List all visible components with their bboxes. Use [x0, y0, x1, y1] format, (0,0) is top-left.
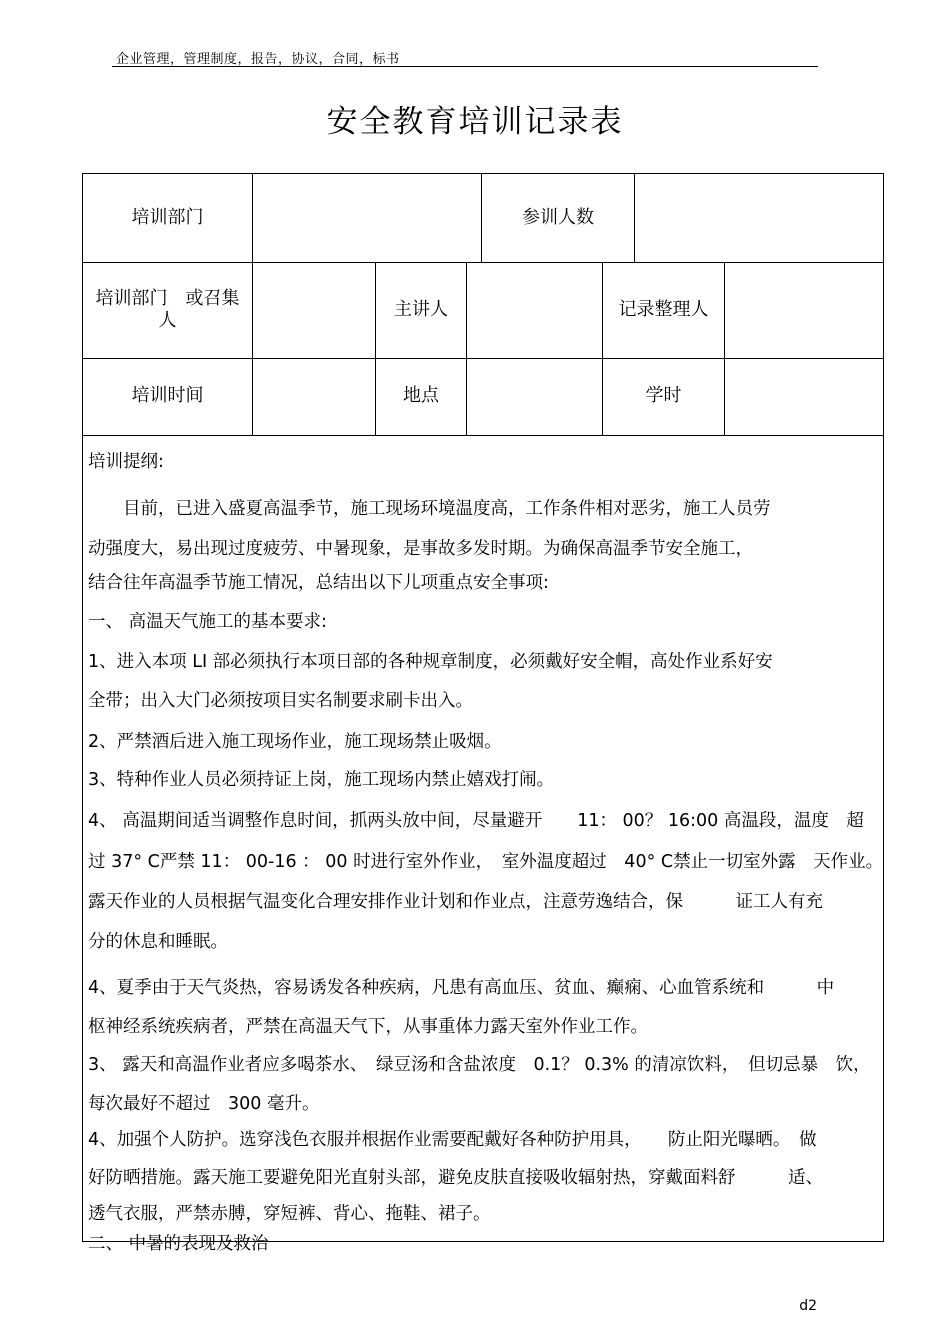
outline-line: 枢神经系统疾病者，严禁在高温天气下，从事重体力露天室外作业工作。: [88, 1017, 648, 1037]
training-dept-value[interactable]: [253, 174, 481, 262]
outline-line: 3、特种作业人员必须持证上岗，施工现场内禁止嬉戏打闹。: [88, 770, 555, 790]
outline-line: 4、夏季由于天气炎热，容易诱发各种疾病，凡患有高血压、贫血、癫痫、心血管系统和 中: [88, 978, 835, 998]
training-time-label: 培训时间: [131, 385, 204, 407]
outline-line: 结合往年高温季节施工情况，总结出以下儿项重点安全事项:: [88, 573, 549, 593]
place-label: 地点: [403, 385, 439, 407]
training-time-value[interactable]: [253, 358, 375, 435]
hours-label: 学时: [645, 385, 682, 407]
participant-count-value[interactable]: [635, 174, 883, 262]
recorder-label: 记录整理人: [618, 298, 709, 320]
header-rule: [112, 66, 818, 67]
outline-line: 全带；出入大门必须按项目实名制要求刷卡出入。: [88, 691, 473, 711]
outline-line: 露天作业的人员根据气温变化合理安排作业计划和作业点，注意劳逸结合，保 证工人有充: [88, 892, 823, 912]
outline-line: 二、 中暑的表现及救治: [88, 1234, 269, 1254]
outline-line: 每次最好不超过 300 毫升。: [88, 1094, 320, 1114]
organizer-value[interactable]: [253, 262, 375, 358]
hours-value[interactable]: [725, 358, 883, 435]
outline-line: 动强度大，易出现过度疲劳、中暑现象，是事故多发时期。为确保高温季节安全施工，: [88, 539, 753, 559]
page-number: d2: [799, 1298, 817, 1314]
outline-line: 4、 高温期间适当调整作息时间，抓两头放中间，尽量避开 11： 00？ 16:00 高温段，温度 超: [88, 811, 864, 831]
outline-line: 一、 高温天气施工的基本要求:: [88, 612, 327, 632]
speaker-label: 主讲人: [394, 298, 448, 320]
organizer-label-line1: 培训部门 或召集: [95, 287, 240, 309]
outline-line: 过 37° C严禁 11： 00-16 ： 00 时进行室外作业， 室外温度超过 40° C禁止一切室外露 天作业。: [88, 852, 884, 872]
organizer-label: [83, 262, 252, 358]
page-title: 安全教育培训记录表: [326, 104, 624, 140]
outline-line: 3、 露天和高温作业者应多喝茶水、 绿豆汤和含盐浓度 0.1？ 0.3% 的清凉饮料， 但切忌暴 饮，: [88, 1055, 871, 1075]
speaker-value[interactable]: [467, 262, 602, 358]
recorder-value[interactable]: [725, 262, 883, 358]
outline-line: 培训提纲:: [88, 452, 164, 472]
outline-line: 1、进入本项 LI 部必须执行本项日部的各种规章制度，必须戴好安全帽，高处作业系好安: [88, 652, 773, 672]
outline-line: 目前，已进入盛夏高温季节，施工现场环境温度高，工作条件相对恶劣，施工人员劳: [88, 499, 771, 519]
outline-line: 好防晒措施。露天施工要避免阳光直射头部，避免皮肤直接吸收辐射热，穿戴面料舒 适、: [88, 1168, 823, 1188]
outline-line: 4、加强个人防护。选穿浅色衣服并根据作业需要配戴好各种防护用具， 防止阳光曝晒。 做: [88, 1130, 817, 1150]
outline-line: 分的休息和睡眠。: [88, 932, 228, 952]
outline-line: 透气衣服，严禁赤膊，穿短裤、背心、拖鞋、裙子。: [88, 1204, 491, 1224]
place-value[interactable]: [467, 358, 602, 435]
organizer-label-line2: 人: [158, 310, 177, 331]
outline-line: 2、严禁酒后进入施工现场作业，施工现场禁止吸烟。: [88, 732, 502, 752]
training-dept-label: 培训部门: [131, 206, 204, 228]
header-text: 企业管理，管理制度，报告，协议，合同，标书: [116, 52, 400, 67]
row-divider: [83, 435, 883, 436]
participant-count-label: 参训人数: [522, 206, 594, 228]
